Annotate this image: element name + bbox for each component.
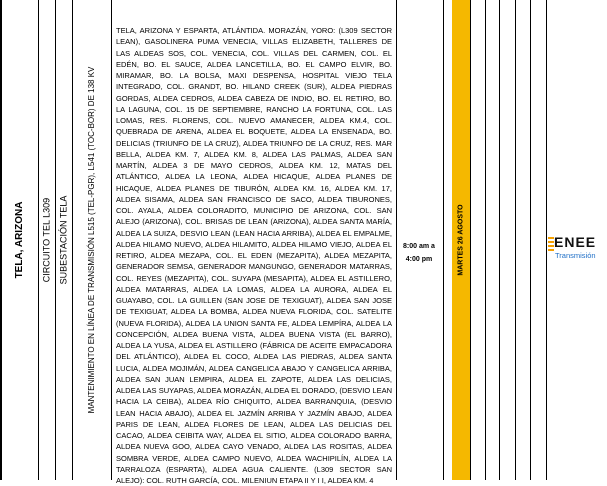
time-start: 8:00 am a: [403, 243, 435, 250]
column-divider: [546, 0, 547, 480]
time-end: 4:00 pm: [405, 256, 433, 263]
substation-label: SUBESTACIÓN TELA: [58, 195, 69, 285]
affected-areas-text: TELA, ARIZONA Y ESPARTA, ATLÁNTIDA. MORAZÁN, YORO: (L309 SECTOR LEAN), GASOLINERA PUMA VENECIA, VILLAS ELIZABETH, TALLERES DE LAS ALDEAS SOS, COL. VENECIA, COL. VILLAS DEL CARMEN, COL. EL EDÉN, BO. EL SAUCE, ALDEA LANCETILLA, BO. EL CAMPO ELVIR, BO. MIRAMAR, BO. LA BOLSA, MAXI DESPENSA, HOSPITAL VIEJO TELA INTEGRADO, COL. GRANDT, BO. HILAND CREEK (SUR), ALDEA PIEDRAS GORDAS, ALDEA CEDROS, ALDEA CABEZA DE INDIO, BO. EL RETIRO, BO. LA LAGUNA, COL. 15 DE SEPTIEMBRE, RANCHO LA FORTUNA, COL. LAS LOMAS, RES. FLORENS, COL. NUEVO AMANECER, ALDEA KM.4, COL. QUEBRADA DE ARENA, ALDEA EL BOQUETE, ALDEA LA ENSENADA, BO. DELICIAS (TRIUNFO DE LA CRUZ), ALDEA TRIUNFO DE LA CRUZ, RES. MAR BELLA, ALDEA KM. 7, ALDEA KM. 8, ALDEA LAS PALMAS, ALDEA SAN MARTÍN, ALDEA 3 DE MAYO CEDROS, ALDEA KM. 12, MATAS DEL ATLÁNTICO, ALDEA LA LEONA, ALDEA HICAQUE, ALDEA PLANES DE HICAQUE, ALDEA PLANES DE TIBURÓN, ALDEA KM. 16, ALDEA KM. 17, ALDEA SISAMA, ALDEA SAN FRANCISCO DE SACO, ALDEA TIBURONES, COL. AYALA, ALDEA COLORADITO, MUNICIPIO DE ARIZONA, COL. SAN ALEJO (ARIZONA), COL. BRISAS DE LEAN (ARIZONA), ALDEA SANTA MARÍA, ALDEA LA SUIZA, DESVIO LEAN (LEAN HACIA ARRIBA), ALDEA EL EMPALME, ALDEA HILAMO NUEVO, ALDEA HILAMITO, ALDEA HILAMO VIEJO, ALDEA EL RETIRO, ALDEA MEZAPA, COL. EL EDEN (MEZAPITA), ALDEA MEZAPITA, GENERADOR SEMSA, GENERADOR MANGUNGO, GENERADOR MATARRAS, COL. REYES (MEZAPITA), COL. SUYAPA (MESAPITA), ALDEA EL ASTILLERO, ALDEA MATARRAS, ALDEA LA LOMAS, ALDEA LA AURORA, ALDEA EL GUAYABO, COL. LA GUILLEN (SAN JOSE DE TEXIGUAT), ALDEA SAN JOSE DE TEXIGUAT, ALDEA LA BOMBA, ALDEA NUEVA FLORIDA, COL. SATELITE (NUEVA FLORIDA), ALDEA LA UNION SANTA FE, ALDEA LEMPÍRA, ALDEA LA CONCEPCIÓN, ALDEA BUENA VISTA, ALDEA BUENA VISTA (EL BARRO), ALDEA LA YUSA, ALDEA EL ASTILLERO (FÁBRICA DE ACEITE EMPACADORA DEL ATLÁNTICO), ALDEA EL COCO, ALDEA LAS PIEDRAS, ALDEA SANTA LUCIA, ALDEA MOJIMÁN, ALDEA CANGELICA ABAJO Y CANGELICA ARRIBA, ALDEA SAN JUAN LEMPIRA, ALDEA EL ZAPOTE, ALDEA LAS DELICIAS, ALDEA LAS SUYAPAS, ALDEA MORAZÁN, ALDEA EL DORADO, (DESVIO LEAN HACIA LA CEIBA), ALDEA RÍO CHIQUITO, ALDEA BARRANQUIA, (DESVIO LEAN HACIA ABAJO), ALDEA EL JAZMÍN ARRIBA Y JAZMÍN ABAJO, ALDEA PARIS DE LEAN, ALDEA FLORES DE LEAN, ALDEA LAS DELICIAS DEL CACAO, ALDEA CEIBITA WAY, ALDEA EL SITIO, ALDEA COLORADO BARRA, ALDEA NUEVA GOO, ALDEA CAYO VENADO, ALDEA LAS ROSITAS, ALDEA SOMBRA VERDE, ALDEA CAMPO NUEVO, ALDEA WACHIPILÍN, ALDEA LA TARRALOZA (ESPARTA), ALDEA AGUA CALIENTE. (L309 SECTOR SAN ALEJO): COL. RUTH GARCÍA, COL. MILENIUN ETAPA II Y I I, ALDEA KM. 4: [116, 26, 392, 485]
column-divider: [530, 0, 531, 480]
location-cell: [1, 0, 38, 480]
column-divider: [470, 0, 471, 480]
time-cell: [398, 240, 440, 266]
date-label: MARTES 26 AGOSTO: [457, 204, 465, 276]
circuit-cell: [39, 0, 55, 480]
circuit-label: CIRCUITO TEL L309: [41, 197, 52, 283]
date-cell: [452, 0, 470, 480]
column-divider: [485, 0, 486, 480]
column-divider: [111, 0, 112, 480]
substation-cell: [56, 0, 72, 480]
column-divider: [443, 0, 444, 480]
location-label: TELA, ARIZONA: [13, 201, 25, 279]
column-divider: [396, 0, 397, 480]
column-divider: [499, 0, 500, 480]
logo-title: ENEE: [554, 234, 597, 250]
work-description-cell: [73, 0, 111, 480]
work-description-label: MANTENIMIENTO EN LÍNEA DE TRANSMISIÓN L515 (TEL-PGR), L541 (TOC-BOR) DE 138 KV: [87, 66, 96, 414]
column-divider: [515, 0, 516, 480]
enee-logo: [548, 234, 607, 265]
logo-subtitle: Transmisión: [555, 251, 596, 260]
